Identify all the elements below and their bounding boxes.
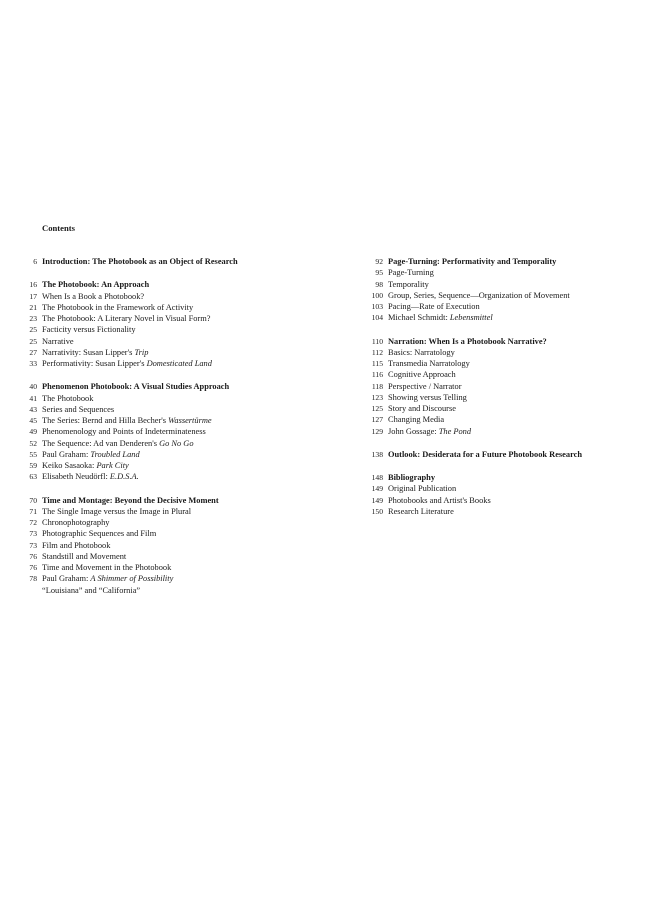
toc-entry bbox=[18, 506, 318, 517]
entry-title: Phenomenology and Points of Indeterminateness bbox=[42, 427, 206, 437]
toc-entry bbox=[18, 347, 318, 358]
page-number: 25 bbox=[29, 325, 37, 335]
page-number: 73 bbox=[29, 529, 37, 539]
toc-entry bbox=[18, 336, 318, 347]
page-number: 45 bbox=[29, 416, 37, 425]
work-title: Trip bbox=[134, 347, 149, 357]
entry-title: Story and Discourse bbox=[388, 404, 456, 413]
toc-chapter-entry bbox=[364, 472, 654, 483]
entry-title: The Photobook: A Literary Novel in Visual Form? bbox=[42, 314, 211, 323]
toc-section bbox=[364, 256, 654, 324]
toc-entry bbox=[364, 290, 654, 301]
toc-chapter-entry bbox=[18, 256, 318, 267]
toc-entry bbox=[364, 369, 654, 380]
page-number: 33 bbox=[29, 359, 37, 368]
page-number: 59 bbox=[29, 461, 37, 470]
toc-entry bbox=[18, 449, 318, 460]
toc-entry bbox=[18, 324, 318, 335]
entry-title: Original Publication bbox=[388, 484, 457, 494]
page-number: 127 bbox=[371, 415, 383, 425]
toc-section bbox=[364, 336, 654, 437]
page-number: 92 bbox=[375, 257, 383, 266]
toc-entry bbox=[18, 291, 318, 302]
toc-entry bbox=[364, 414, 654, 425]
work-title: Domesticated Land bbox=[146, 359, 212, 368]
entry-title: Phenomenon Photobook: A Visual Studies Approach bbox=[42, 382, 230, 392]
page-number: 76 bbox=[29, 551, 37, 561]
page-number: 63 bbox=[29, 472, 37, 482]
page-number: 55 bbox=[29, 449, 37, 459]
page-number: 78 bbox=[29, 574, 37, 584]
entry-title: Research Literature bbox=[388, 506, 454, 516]
entry-title: Group, Series, Sequence—Organization of Movement bbox=[388, 290, 570, 300]
toc-entry bbox=[18, 415, 318, 426]
toc-entry bbox=[364, 381, 654, 392]
page-number: 150 bbox=[371, 506, 383, 516]
toc-entry bbox=[18, 393, 318, 404]
toc-entry bbox=[18, 573, 318, 584]
work-title: Wassertürme bbox=[168, 416, 212, 425]
toc-chapter-entry bbox=[18, 495, 318, 506]
page-number: 116 bbox=[371, 370, 383, 380]
entry-title: Standstill and Movement bbox=[42, 551, 127, 561]
toc-entry bbox=[18, 358, 318, 369]
toc-section bbox=[364, 472, 654, 517]
entry-title: Performativity: Susan Lipper's Domesticated Land bbox=[42, 359, 212, 368]
toc-chapter-entry bbox=[364, 336, 654, 347]
page-number: 149 bbox=[371, 495, 383, 505]
page-number: 25 bbox=[29, 336, 37, 346]
page-number: 98 bbox=[375, 279, 383, 289]
entry-title: Narration: When Is a Photobook Narrative? bbox=[388, 336, 547, 346]
toc-entry bbox=[18, 404, 318, 415]
toc-entry bbox=[364, 267, 654, 278]
toc-section bbox=[18, 495, 318, 596]
entry-title: The Series: Bernd and Hilla Becher's Wassertürme bbox=[42, 416, 212, 425]
page-number: 100 bbox=[371, 290, 383, 300]
toc-chapter-entry bbox=[18, 381, 318, 392]
work-title: Lebensmittel bbox=[449, 313, 493, 323]
toc-entry bbox=[18, 313, 318, 324]
toc-entry bbox=[364, 312, 654, 323]
toc-entry bbox=[364, 392, 654, 403]
toc-entry bbox=[18, 426, 318, 437]
page-number: 27 bbox=[29, 347, 37, 357]
toc-entry bbox=[364, 506, 654, 517]
toc-entry bbox=[18, 528, 318, 539]
toc-left-column bbox=[18, 256, 318, 608]
toc-chapter-entry bbox=[364, 449, 654, 460]
work-title: Go No Go bbox=[159, 438, 194, 448]
entry-title: Film and Photobook bbox=[42, 540, 111, 550]
entry-title: Page-Turning bbox=[388, 268, 434, 278]
toc-entry bbox=[18, 471, 318, 482]
entry-title: “Louisiana” and “California” bbox=[42, 585, 141, 595]
toc-entry bbox=[18, 438, 318, 449]
entry-title: Facticity versus Fictionality bbox=[42, 325, 136, 335]
page-number: 125 bbox=[371, 404, 383, 413]
entry-title: Paul Graham: A Shimmer of Possibility bbox=[42, 574, 174, 584]
entry-title: Keiko Sasaoka: Park City bbox=[42, 461, 129, 470]
page-number: 95 bbox=[375, 268, 383, 278]
entry-title: When Is a Book a Photobook? bbox=[42, 291, 145, 301]
toc-entry bbox=[18, 562, 318, 573]
page-number: 149 bbox=[371, 484, 383, 494]
toc-section bbox=[18, 279, 318, 369]
entry-title: The Photobook: An Approach bbox=[42, 280, 150, 290]
page-number: 70 bbox=[29, 495, 37, 505]
page-number: 138 bbox=[371, 449, 383, 459]
entry-title: Showing versus Telling bbox=[388, 392, 467, 402]
entry-title: The Photobook in the Framework of Activity bbox=[42, 302, 194, 312]
page-number: 16 bbox=[29, 280, 37, 290]
toc-entry bbox=[364, 426, 654, 437]
page-number: 112 bbox=[371, 347, 383, 357]
page-number: 49 bbox=[29, 427, 37, 437]
page-number: 17 bbox=[29, 291, 37, 301]
page-number: 6 bbox=[33, 257, 37, 266]
toc-chapter-entry bbox=[18, 279, 318, 290]
entry-title: Cognitive Approach bbox=[388, 370, 456, 380]
toc-entry bbox=[364, 347, 654, 358]
entry-title: Transmedia Narratology bbox=[388, 359, 470, 368]
toc-entry bbox=[18, 302, 318, 313]
toc-entry bbox=[364, 495, 654, 506]
entry-title: Chronophotography bbox=[42, 518, 110, 527]
page-number: 71 bbox=[29, 506, 37, 516]
page-number: 110 bbox=[371, 336, 383, 346]
toc-entry bbox=[18, 540, 318, 551]
work-title: A Shimmer of Possibility bbox=[90, 574, 174, 584]
toc-section bbox=[364, 449, 654, 460]
entry-title: Page-Turning: Performativity and Temporality bbox=[388, 257, 557, 266]
entry-title: Photobooks and Artist's Books bbox=[388, 495, 491, 505]
page-number: 40 bbox=[29, 382, 37, 392]
work-title: E.D.S.A. bbox=[109, 472, 139, 482]
toc-entry bbox=[18, 551, 318, 562]
entry-title: Series and Sequences bbox=[42, 404, 115, 414]
entry-title: Changing Media bbox=[388, 415, 445, 425]
contents-heading: Contents bbox=[42, 223, 75, 233]
entry-title: Photographic Sequences and Film bbox=[42, 529, 157, 539]
page-number: 103 bbox=[371, 302, 383, 311]
entry-title: The Sequence: Ad van Denderen's Go No Go bbox=[42, 438, 194, 448]
toc-entry bbox=[364, 483, 654, 494]
toc-entry bbox=[364, 403, 654, 414]
work-title: The Pond bbox=[438, 426, 472, 436]
page-number: 23 bbox=[29, 314, 37, 323]
page-number: 104 bbox=[371, 313, 383, 323]
page-number: 73 bbox=[29, 540, 37, 550]
page-number: 43 bbox=[29, 404, 37, 414]
page-number: 76 bbox=[29, 563, 37, 572]
toc-entry bbox=[18, 517, 318, 528]
entry-title: John Gossage: The Pond bbox=[388, 426, 472, 436]
entry-title: Elisabeth Neudörfl: E.D.S.A. bbox=[42, 472, 139, 482]
page-number: 52 bbox=[29, 438, 37, 448]
toc-entry bbox=[18, 585, 318, 596]
page-number: 72 bbox=[29, 518, 37, 527]
toc-section bbox=[18, 381, 318, 482]
page-number: 115 bbox=[371, 359, 383, 368]
page-number: 148 bbox=[371, 473, 383, 482]
entry-title: The Single Image versus the Image in Plural bbox=[42, 506, 192, 516]
toc-chapter-entry bbox=[364, 256, 654, 267]
page-number: 129 bbox=[371, 426, 383, 436]
toc-entry bbox=[364, 301, 654, 312]
entry-title: Narrative bbox=[42, 336, 74, 346]
page-number: 41 bbox=[29, 393, 37, 403]
entry-title: Temporality bbox=[388, 279, 429, 289]
work-title: Troubled Land bbox=[90, 449, 140, 459]
entry-title: Outlook: Desiderata for a Future Photobook Research bbox=[388, 449, 583, 459]
work-title: Park City bbox=[96, 461, 129, 470]
entry-title: Introduction: The Photobook as an Object of Research bbox=[42, 257, 238, 266]
entry-title: Perspective / Narrator bbox=[388, 381, 462, 391]
page-number: 118 bbox=[371, 381, 383, 391]
entry-title: Bibliography bbox=[388, 473, 436, 482]
entry-title: Time and Montage: Beyond the Decisive Moment bbox=[42, 495, 219, 505]
entry-title: Paul Graham: Troubled Land bbox=[42, 449, 140, 459]
entry-title: Pacing—Rate of Execution bbox=[388, 302, 480, 311]
entry-title: Narrativity: Susan Lipper's Trip bbox=[42, 347, 149, 357]
entry-title: The Photobook bbox=[42, 393, 94, 403]
toc-entry bbox=[364, 358, 654, 369]
toc-right-column bbox=[364, 256, 654, 529]
toc-entry bbox=[18, 460, 318, 471]
page-number: 21 bbox=[29, 302, 37, 312]
toc-section bbox=[18, 256, 318, 267]
entry-title: Michael Schmidt: Lebensmittel bbox=[388, 313, 493, 323]
entry-title: Basics: Narratology bbox=[388, 347, 455, 357]
entry-title: Time and Movement in the Photobook bbox=[42, 563, 172, 572]
toc-entry bbox=[364, 279, 654, 290]
page-number: 123 bbox=[371, 392, 383, 402]
